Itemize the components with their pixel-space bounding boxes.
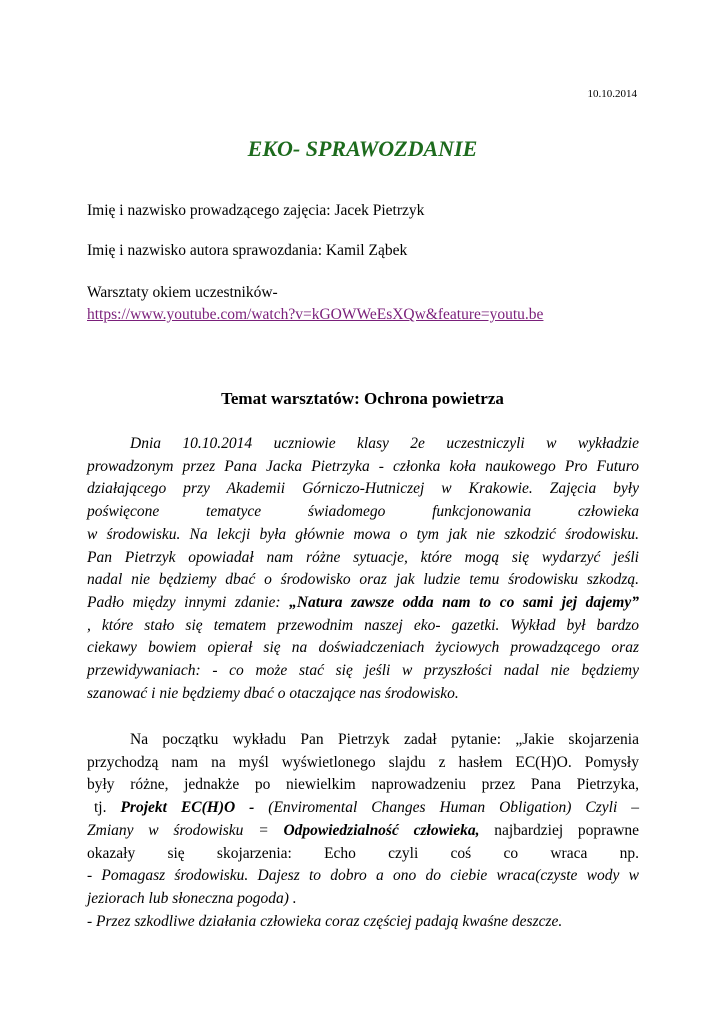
paragraph-line: jeziorach lub słoneczna pogoda) . bbox=[87, 889, 297, 907]
project-name: Projekt EC(H)O - bbox=[120, 799, 255, 817]
paragraph-line: okazały się skojarzenia: Echo czyli coś co wraca np. bbox=[87, 844, 639, 862]
workshops-block bbox=[87, 284, 543, 324]
paragraph-line: poświęcone tematyce świadomego funkcjonowania człowieka bbox=[87, 503, 639, 521]
topic-heading: Temat warsztatów: Ochrona powietrza bbox=[221, 389, 504, 408]
paragraph-line bbox=[87, 797, 639, 820]
paragraph-line: - Pomagasz środowisku. Dajesz to dobro a ono do ciebie wraca(czyste wody w bbox=[87, 867, 639, 885]
paragraph-text: Padło między innymi zdanie: bbox=[87, 593, 290, 611]
paragraph-line bbox=[87, 820, 639, 843]
paragraph-text: tj. bbox=[94, 799, 121, 817]
paragraph-line: przychodzą nam na myśl wyświetlonego slajdu z hasłem EC(H)O. Pomysły bbox=[87, 753, 639, 771]
document-date: 10.10.2014 bbox=[587, 88, 637, 100]
paragraph-line: prowadzonym przez Pana Jacka Pietrzyka - członka koła naukowego Pro Futuro bbox=[87, 457, 639, 475]
paragraph-text: Zmiany w środowisku = bbox=[87, 821, 284, 839]
paragraph-line: nadal nie będziemy dbać o środowisko oraz jak ludzie temu środowisku szkodzą. bbox=[87, 571, 639, 589]
instructor-line: Imię i nazwisko prowadzącego zajęcia: Jacek Pietrzyk bbox=[87, 202, 425, 219]
paragraph-line: działającego przy Akademii Górniczo-Hutniczej w Krakowie. Zajęcia były bbox=[87, 480, 639, 498]
paragraph-line: były różne, jednakże po niewielkim naprowadzeniu przez Pana Pietrzyka, bbox=[87, 776, 639, 794]
workshops-label: Warsztaty okiem uczestników- bbox=[87, 284, 278, 301]
paragraph-intro bbox=[87, 433, 639, 705]
paragraph-line: , które stało się tematem przewodnim naszej eko- gazetki. Wykład był bardzo bbox=[87, 616, 639, 634]
paragraph-line: Pan Pietrzyk opowiadał nam różne sytuacje, które mogą się wydarzyć jeśli bbox=[87, 548, 639, 566]
paragraph-line: Na początku wykładu Pan Pietrzyk zadał pytanie: „Jakie skojarzenia bbox=[130, 731, 639, 748]
paragraph-echo bbox=[87, 729, 639, 933]
paragraph-text: najbardziej poprawne bbox=[479, 821, 640, 839]
video-link[interactable]: https://www.youtube.com/watch?v=kGOWWeEsXQw&feature=youtu.be bbox=[87, 306, 544, 323]
paragraph-line: w środowisku. Na lekcji była głównie mowa o tym jak nie szkodzić środowisku. bbox=[87, 525, 639, 543]
paragraph-line: szanować i nie będziemy dbać o otaczające nas środowisko. bbox=[87, 684, 459, 702]
paragraph-line: przewidywaniach: - co może stać się jeśli w przyszłości nadal nie będziemy bbox=[87, 662, 639, 680]
paragraph-line: ciekawy bowiem opierał się na doświadczeniach życiowych prowadzącego oraz bbox=[87, 639, 639, 657]
paragraph-line: - Przez szkodliwe działania człowieka coraz częściej padają kwaśne deszcze. bbox=[87, 912, 563, 930]
motto-quote: „Natura zawsze odda nam to co sami jej dajemy” bbox=[289, 593, 639, 611]
responsibility-phrase: Odpowiedzialność człowieka, bbox=[283, 821, 480, 839]
document-title: EKO- SPRAWOZDANIE bbox=[247, 136, 478, 161]
project-expansion: (Enviromental Changes Human Obligation) Czyli – bbox=[254, 799, 639, 817]
author-line: Imię i nazwisko autora sprawozdania: Kamil Ząbek bbox=[87, 242, 408, 259]
paragraph-line bbox=[87, 592, 639, 615]
paragraph-line: Dnia 10.10.2014 uczniowie klasy 2e uczestniczyli w wykładzie bbox=[130, 435, 639, 452]
